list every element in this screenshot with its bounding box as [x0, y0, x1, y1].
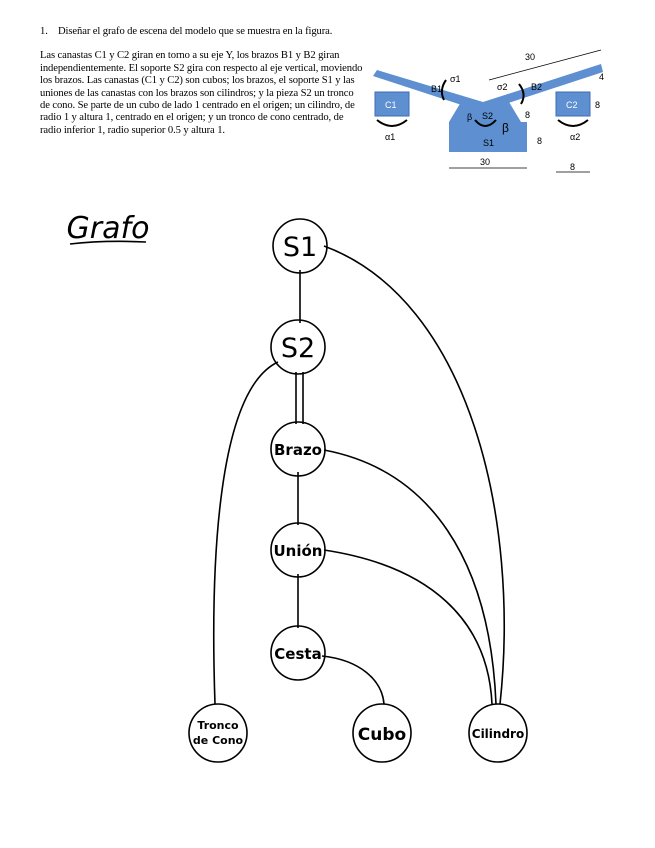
node-tronco-label-2: de Cono: [192, 734, 244, 747]
problem-description: Las canastas C1 y C2 giran en torno a su eje Y, los brazos B1 y B2 giran independientemente. El soporte S2 gira con respecto al eje vertical, moviendo los brazos. Las canastas (C1 y C2) son cubos; los brazos, el soporte S1 y las uniones de las canastas con los brazos son cilindros; y la pieza S2 un tronco de cono. Se parte de un cubo de lado 1 centrado en el origen; un cilindro, de radio 1 y altura 1, centrado en el origen; y un tronco de cono centrado, de radio inferior 1, radio superior 0.5 y altura 1.: [40, 50, 363, 136]
label-c2: C2: [566, 100, 578, 110]
node-cesta-label: Cesta: [274, 645, 322, 663]
label-sigma1: σ1: [450, 74, 461, 84]
dim-base-width: 30: [480, 157, 491, 167]
dim-s1-height: 8: [537, 136, 543, 146]
dim-arm-length: 30: [525, 52, 536, 62]
label-alpha2: α2: [570, 132, 581, 142]
label-beta-2: β: [502, 121, 509, 135]
problem-statement-text: Diseñar el grafo de escena del modelo que se muestra en la figura.: [58, 26, 333, 37]
label-b1: B1: [431, 84, 443, 94]
dim-basket-width: 8: [570, 162, 576, 172]
node-union-label: Unión: [273, 542, 323, 560]
edge-s2-tronco: [214, 362, 278, 704]
label-beta: β: [467, 112, 473, 122]
dim-s2-height: 8: [525, 110, 531, 120]
node-cilindro-label: Cilindro: [471, 727, 525, 741]
node-brazo-label: Brazo: [274, 441, 322, 459]
node-tronco-label-1: Tronco: [197, 719, 239, 732]
label-s1: S1: [483, 138, 495, 148]
dim-arm-width: 4: [599, 72, 605, 82]
node-s1-label: S1: [282, 232, 318, 263]
node-cubo-label: Cubo: [357, 725, 407, 745]
problem-number: 1.: [40, 26, 48, 37]
edge-cesta-cubo: [322, 656, 384, 704]
label-c1: C1: [385, 100, 397, 110]
label-sigma2: σ2: [497, 82, 508, 92]
graph-title: Grafo: [66, 211, 150, 246]
edge-s1-cilindro: [324, 246, 504, 704]
dim-basket: 8: [595, 100, 601, 110]
label-b2: B2: [531, 82, 543, 92]
label-alpha1: α1: [385, 132, 396, 142]
label-s2: S2: [482, 111, 494, 121]
node-s2-label: S2: [280, 333, 316, 364]
edge-union-cilindro: [324, 550, 492, 704]
node-tronco-circle: [189, 704, 247, 762]
